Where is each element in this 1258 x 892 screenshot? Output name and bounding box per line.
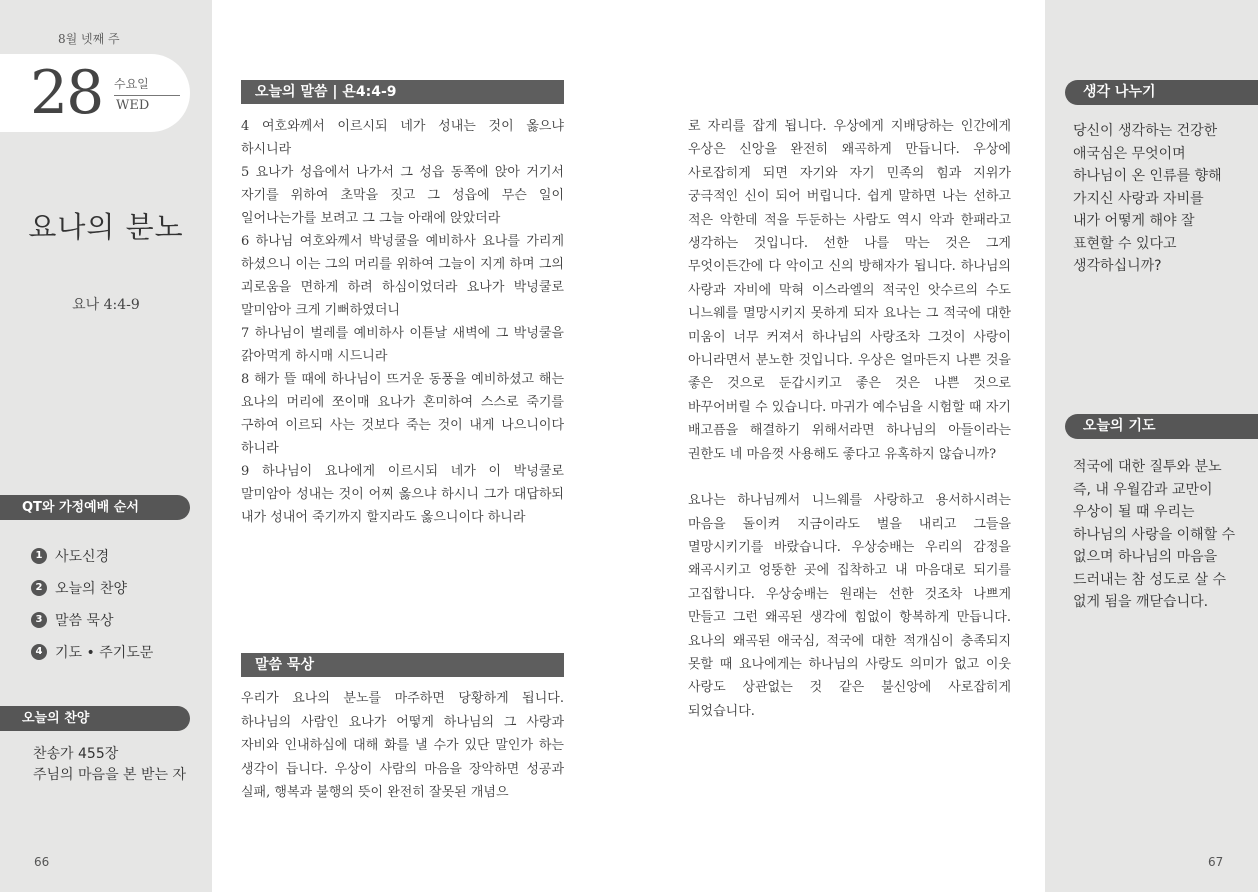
verse: 8 해가 뜰 때에 하나님이 뜨거운 동풍을 예비하셨고 해는 요나의 머리에 쪼이매 요나가 혼미하여 스스로 죽기를 구하여 이르되 사는 것보다 죽는 것이 내게 나으니이다 하니라 <box>241 372 564 456</box>
scripture-heading-prefix: 오늘의 말씀 <box>255 84 328 100</box>
order-number-badge: 1 <box>31 548 47 564</box>
weekday-english: WED <box>116 98 150 113</box>
order-number-badge: 3 <box>31 612 47 628</box>
hymn-title: 주님의 마음을 본 받는 자 <box>33 767 187 783</box>
verse: 5 요나가 성읍에서 나가서 그 성읍 동쪽에 앉아 거기서 자기를 위하여 초막을 짓고 그 성읍에 무슨 일이 일어나는가를 보려고 그 그늘 아래에 앉았더라 <box>241 165 564 226</box>
meditation-heading: 말씀 묵상 <box>241 653 564 677</box>
meditation-paragraph: 요나는 하나님께서 니느웨를 사랑하고 용서하시려는 마음을 돌이켜 지금이라도 벌을 내리고 그들을 멸망시키기를 바랐습니다. 우상숭배는 우리의 감정을 왜곡시키고 엉뚱한 곳에 집착하고 내 마음대로 되기를 고집합니다. 우상숭배는 원래는 선한 것조차 나쁘게 만들고 그런 왜곡된 생각에 힘없이 항복하게 만듭니다. 요나의 왜곡된 애국심, 적국에 대한 적개심이 충족되지 못할 때 요나에게는 하나님의 사랑도 의미가 없고 이웃 사랑도 상관없는 것 같은 불신앙에 사로잡히게 되었습니다. <box>688 493 1011 719</box>
page-title: 요나의 분노 <box>28 210 184 244</box>
order-item-label: 오늘의 찬양 <box>55 581 128 597</box>
verse: 6 하나님 여호와께서 박넝쿨을 예비하사 요나를 가리게 하셨으니 이는 그의 머리를 위하여 그늘이 지게 하며 그의 괴로움을 면하게 하려 하심이었더라 요나가 박넝쿨로 말미암아 크게 기뻐하였더니 <box>241 234 564 318</box>
meditation-continued <box>688 115 1011 723</box>
order-item <box>31 636 153 668</box>
order-item <box>31 540 153 572</box>
order-item <box>31 572 153 604</box>
date-divider <box>114 95 180 96</box>
order-number-badge: 2 <box>31 580 47 596</box>
week-label: 8월 넷째 주 <box>58 32 120 46</box>
prayer-heading: 오늘의 기도 <box>1065 414 1258 439</box>
page-number-right: 67 <box>1208 855 1224 869</box>
verse: 4 여호와께서 이르시되 네가 성내는 것이 옳으냐 하시니라 <box>241 119 564 157</box>
order-item-label: 말씀 묵상 <box>55 613 114 629</box>
scripture-heading: 오늘의 말씀 | 욘4:4-9 <box>241 80 564 104</box>
order-item-label: 사도신경 <box>55 549 110 565</box>
prayer-text: 적국에 대한 질투와 분노 즉, 내 우월감과 교만이 우상이 될 때 우리는 하나님의 사랑을 이해할 수 없으며 하나님의 마음을 드러내는 참 성도로 살 수 없게 됨을 깨닫습니다. <box>1073 459 1236 610</box>
sharing-heading: 생각 나누기 <box>1065 80 1258 105</box>
hymn-info <box>33 744 186 786</box>
meditation-paragraph: 로 자리를 잡게 됩니다. 우상에게 지배당하는 인간에게 우상은 신앙을 완전히 왜곡하게 만듭니다. 우상에 사로잡히게 되면 자기와 자기 민족의 힘과 지위가 궁극적인 신이 되어 버립니다. 쉽게 말하면 나는 선하고 적은 악한데 적을 두둔하는 사람도 역시 악과 한패라고 생각하는 것입니다. 선한 나를 막는 것은 그게 무엇이든간에 다 악이고 신의 방해자가 됩니다. 하나님의 사랑과 자비에 막혀 이스라엘의 적국인 앗수르의 수도 니느웨를 멸망시키지 못하게 되자 요나는 그 적국에 대한 미움이 너무 커져서 하나님의 사랑조차 그것이 사랑이 아니라면서 분노한 것입니다. 우상은 얼마든지 나쁜 것을 좋은 것으로 둔갑시키고 좋은 것은 나쁜 것으로 바꾸어버릴 수 있습니다. 마귀가 예수님을 시험할 때 자기 배고픔을 해결하기 위해서라면 하나님의 아들이라는 권한도 네 마음껏 사용해도 좋다고 유혹하지 않습니까? <box>688 119 1011 462</box>
order-heading: QT와 가정예배 순서 <box>0 495 190 520</box>
order-item-label: 기도 • 주기도문 <box>55 645 154 661</box>
sharing-question: 당신이 생각하는 건강한 애국심은 무엇이며 하나님이 온 인류를 향해 가지신 사랑과 자비를 내가 어떻게 해야 잘 표현할 수 있다고 생각하십니까? <box>1073 123 1222 274</box>
weekday-korean: 수요일 <box>114 77 149 91</box>
verse: 9 하나님이 요나에게 이르시되 네가 이 박넝쿨로 말미암아 성내는 것이 어찌 옳으냐 하시니 그가 대답하되 내가 성내어 죽기까지 할지라도 옳으니이다 하니라 <box>241 464 564 525</box>
order-list <box>31 540 153 668</box>
verse: 7 하나님이 벌레를 예비하사 이튿날 새벽에 그 박넝쿨을 갉아먹게 하시매 시드니라 <box>241 326 564 364</box>
scripture-text <box>241 115 564 529</box>
meditation-text: 우리가 요나의 분노를 마주하면 당황하게 됩니다. 하나님의 사람인 요나가 어떻게 하나님의 그 사랑과 자비와 인내하심에 대해 화를 낼 수가 있단 말인가 하는 생각이 듭니다. 우상이 사람의 마음을 장악하면 성공과 실패, 행복과 불행의 뜻이 완전히 잘못된 개념으 <box>241 691 564 800</box>
hymn-number: 찬송가 455장 <box>33 746 119 762</box>
day-number: 28 <box>30 58 103 128</box>
order-number-badge: 4 <box>31 644 47 660</box>
order-item <box>31 604 153 636</box>
page-number-left: 66 <box>34 855 50 869</box>
scripture-heading-ref: 욘4:4-9 <box>342 84 397 100</box>
scripture-reference: 요나 4:4-9 <box>72 297 140 313</box>
hymn-heading: 오늘의 찬양 <box>0 706 190 731</box>
